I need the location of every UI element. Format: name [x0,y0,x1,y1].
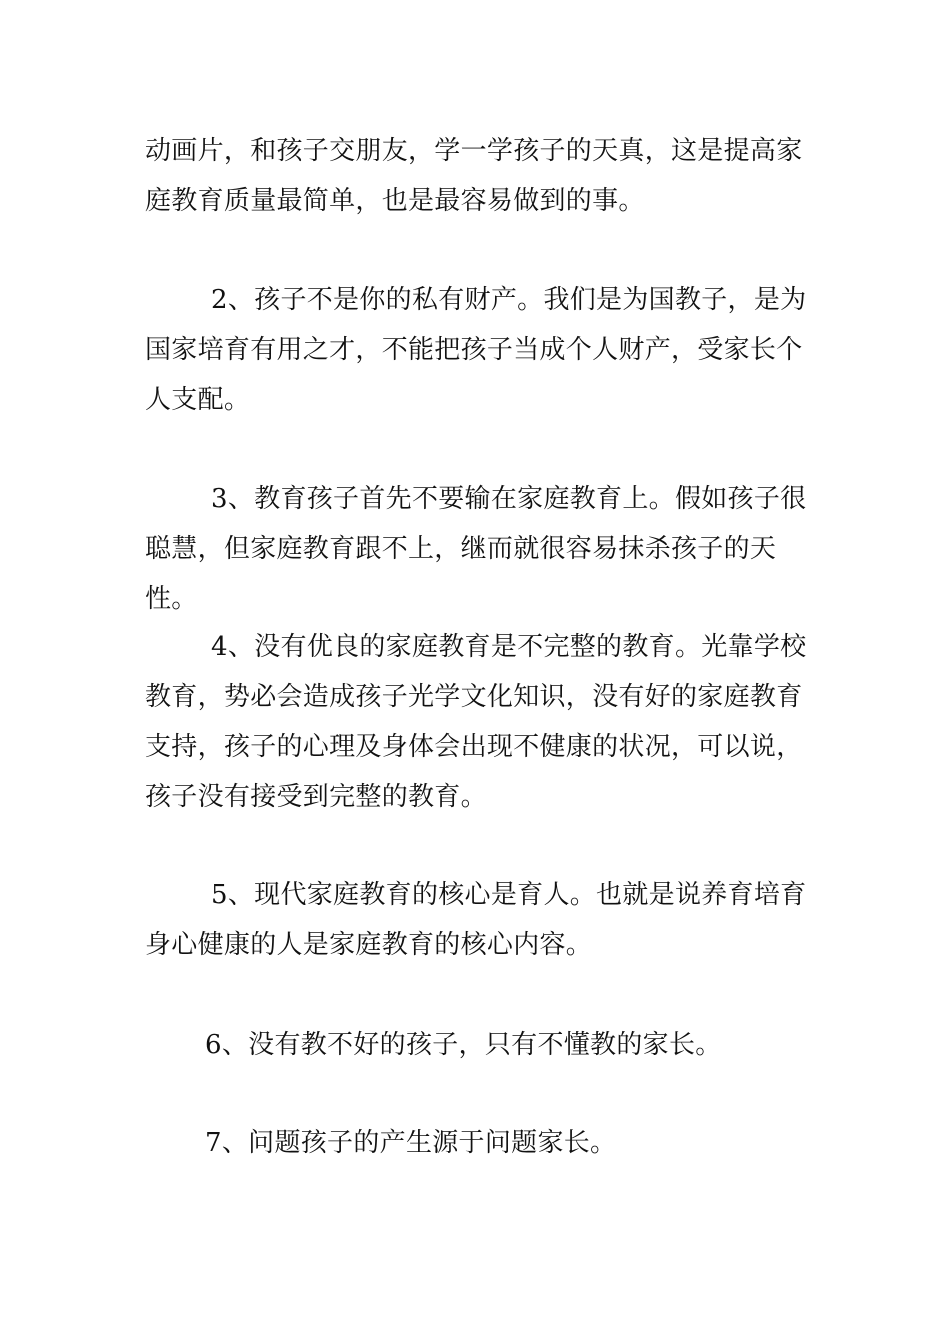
paragraph-item-2: 2、孩子不是你的私有财产。我们是为国教子，是为国家培育有用之才，不能把孩子当成个人财产，受家长个人支配。 [145,285,807,415]
paragraph-item-6: 6、没有教不好的孩子，只有不懂教的家长。 [205,1030,722,1060]
paragraph-item-3: 3、教育孩子首先不要输在家庭教育上。假如孩子很聪慧，但家庭教育跟不上，继而就很容易抹杀孩子的天性。 [145,484,807,614]
paragraph-item-5: 5、现代家庭教育的核心是育人。也就是说养育培育身心健康的人是家庭教育的核心内容。 [145,880,807,960]
paragraph-item-7: 7、问题孩子的产生源于问题家长。 [205,1128,617,1158]
paragraph-item-4: 4、没有优良的家庭教育是不完整的教育。光靠学校教育，势必会造成孩子光学文化知识，没有好的家庭教育支持，孩子的心理及身体会出现不健康的状况，可以说，孩子没有接受到完整的教育。 [145,632,807,812]
paragraph-continuation: 动画片，和孩子交朋友，学一学孩子的天真，这是提高家庭教育质量最简单，也是最容易做到的事。 [145,136,803,216]
